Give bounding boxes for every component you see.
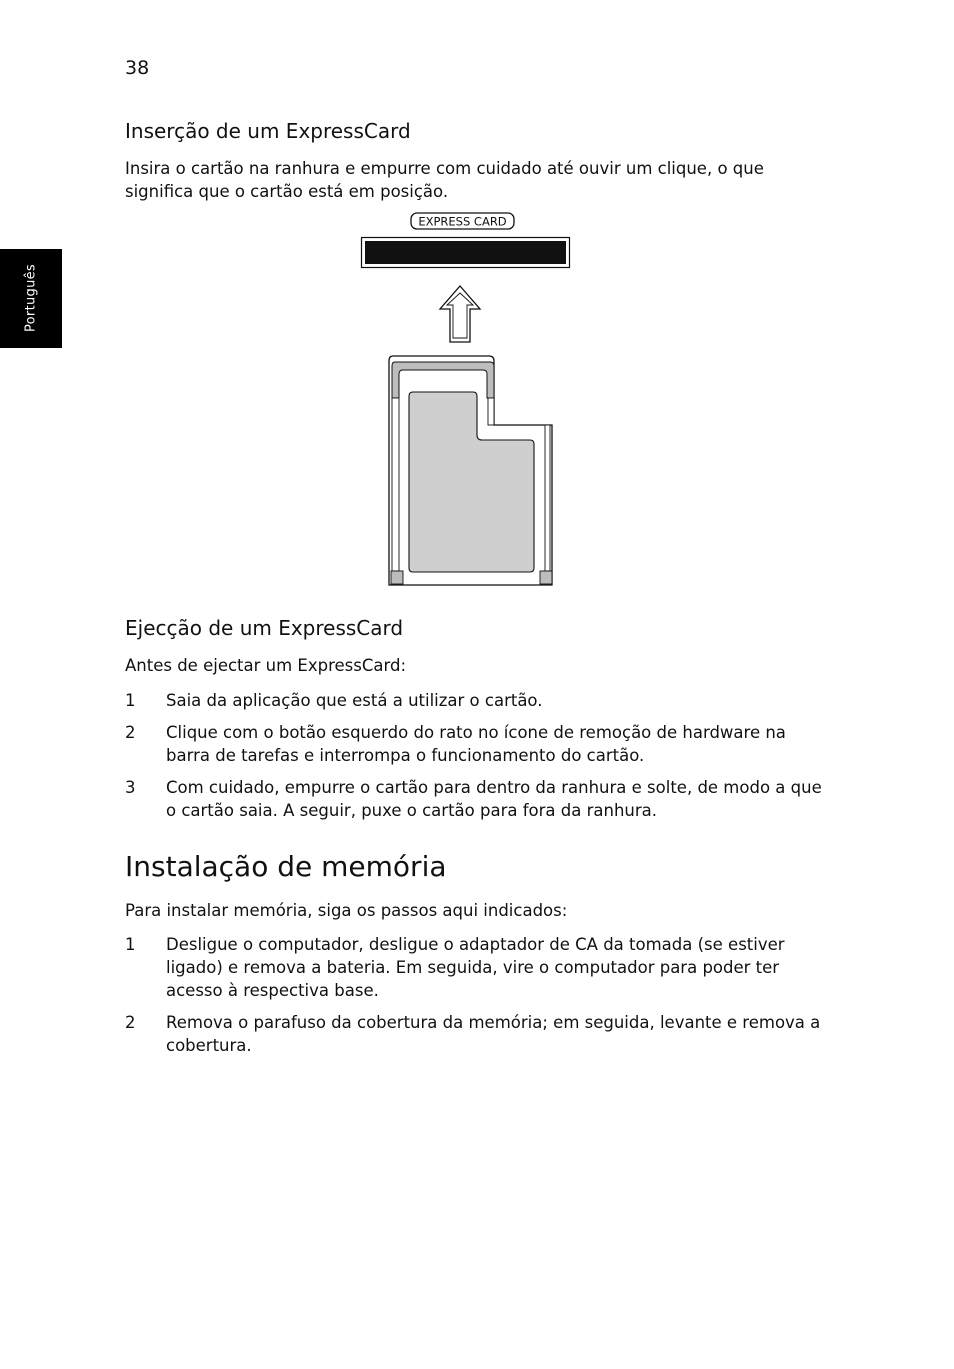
insert-direction-arrow-icon bbox=[440, 286, 480, 342]
card-corner-right bbox=[540, 571, 552, 584]
insertion-heading: Inserção de um ExpressCard bbox=[125, 119, 411, 143]
expresscard-insertion-figure bbox=[355, 210, 585, 590]
card-slot-opening bbox=[365, 241, 566, 264]
memory-step-number: 1 bbox=[125, 935, 136, 954]
ejection-step-text: Clique com o botão esquerdo do rato no ícone de remoção de hardware na barra de tarefas e interrompa o funcionamento do cartão. bbox=[166, 723, 786, 765]
expresscard-illustration bbox=[355, 210, 585, 590]
ejection-step-number: 1 bbox=[125, 691, 136, 710]
card-right-rail-lower bbox=[545, 425, 550, 571]
ejection-step-text: Com cuidado, empurre o cartão para dentro da ranhura e solte, de modo a que o cartão saia. A seguir, puxe o cartão para fora da ranhura. bbox=[166, 778, 822, 820]
slot-label-text: EXPRESS CARD bbox=[418, 214, 507, 229]
card-left-rail bbox=[392, 398, 399, 571]
memory-step-text: Remova o parafuso da cobertura da memória; em seguida, levante e remova a cobertura. bbox=[166, 1013, 821, 1055]
ejection-heading: Ejecção de um ExpressCard bbox=[125, 616, 404, 640]
ejection-step-text: Saia da aplicação que está a utilizar o cartão. bbox=[166, 691, 543, 710]
memory-heading: Instalação de memória bbox=[125, 850, 447, 883]
memory-step-number: 2 bbox=[125, 1013, 136, 1032]
ejection-step-number: 2 bbox=[125, 723, 136, 742]
page-number: 38 bbox=[125, 57, 150, 79]
card-right-rail-upper bbox=[488, 398, 494, 425]
ejection-intro: Antes de ejectar um ExpressCard: bbox=[125, 656, 407, 675]
ejection-step-number: 3 bbox=[125, 778, 136, 797]
card-label-area bbox=[409, 392, 534, 572]
memory-intro: Para instalar memória, siga os passos aqui indicados: bbox=[125, 901, 568, 920]
insertion-paragraph: Insira o cartão na ranhura e empurre com cuidado até ouvir um clique, o que significa que o cartão está em posição. bbox=[125, 159, 764, 201]
language-side-tab bbox=[0, 249, 62, 348]
language-side-tab-label: Português bbox=[23, 264, 39, 332]
memory-step-text: Desligue o computador, desligue o adaptador de CA da tomada (se estiver ligado) e remova a bateria. Em seguida, vire o computador para poder ter acesso à respectiva base. bbox=[166, 935, 785, 1000]
card-corner-left bbox=[391, 571, 403, 584]
